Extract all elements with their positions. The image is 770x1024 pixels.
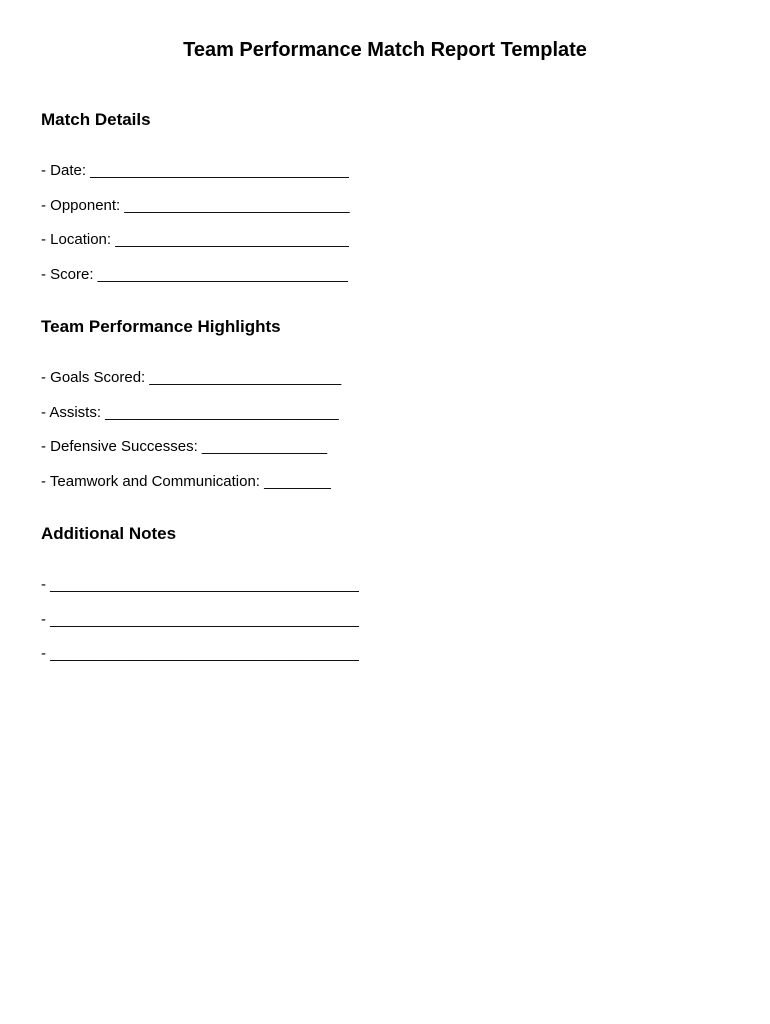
section-heading: Additional Notes	[41, 524, 177, 543]
defensive-successes-field[interactable]: - Defensive Successes: _______________	[41, 438, 328, 455]
note-line[interactable]: - _____________________________________	[41, 610, 359, 628]
section-heading: Team Performance Highlights	[41, 317, 281, 336]
score-field[interactable]: - Score: ______________________________	[41, 265, 348, 283]
opponent-field[interactable]: - Opponent: ___________________________	[41, 196, 350, 214]
additional-notes-section	[41, 523, 401, 664]
team-performance-section	[41, 316, 401, 492]
field-list	[41, 575, 401, 664]
section-heading: Match Details	[41, 110, 151, 129]
field-list	[41, 368, 401, 492]
goals-scored-field[interactable]: - Goals Scored: _______________________	[41, 369, 342, 386]
assists-field[interactable]: - Assists: ____________________________	[41, 403, 339, 421]
date-field[interactable]: - Date: _______________________________	[41, 162, 349, 179]
page-title: Team Performance Match Report Template	[183, 39, 587, 61]
field-list	[41, 161, 401, 285]
location-field[interactable]: - Location: ____________________________	[41, 231, 349, 248]
match-details-section	[41, 109, 401, 285]
note-line[interactable]: - _____________________________________	[41, 576, 359, 593]
teamwork-communication-field[interactable]: - Teamwork and Communication: ________	[41, 472, 331, 490]
note-line[interactable]: - _____________________________________	[41, 645, 359, 662]
